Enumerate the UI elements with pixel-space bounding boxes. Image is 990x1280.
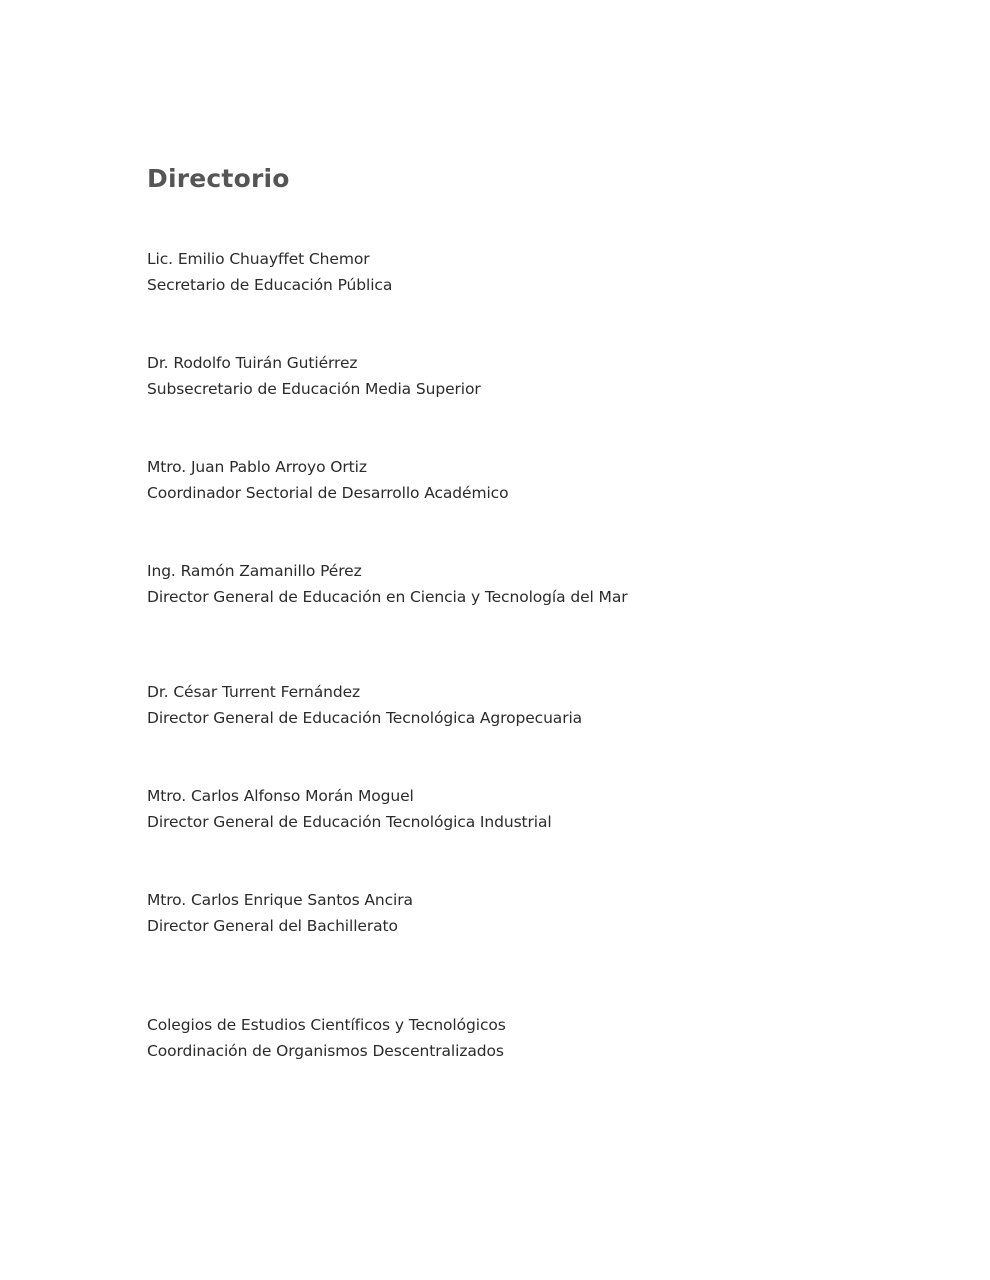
entry-name: Ing. Ramón Zamanillo Pérez	[147, 562, 362, 580]
directory-entry	[147, 887, 413, 939]
entry-name: Colegios de Estudios Científicos y Tecnológicos	[147, 1016, 506, 1034]
entry-name: Lic. Emilio Chuayffet Chemor	[147, 250, 370, 268]
directory-entry	[147, 558, 628, 610]
entry-position: Subsecretario de Educación Media Superior	[147, 380, 481, 398]
entry-position: Coordinador Sectorial de Desarrollo Académico	[147, 484, 509, 502]
entry-position: Director General de Educación Tecnológica Agropecuaria	[147, 709, 583, 727]
directory-entry	[147, 454, 508, 506]
entry-position: Director General de Educación en Ciencia y Tecnología del Mar	[147, 588, 628, 606]
entry-name: Mtro. Carlos Alfonso Morán Moguel	[147, 787, 414, 805]
directory-entry	[147, 679, 582, 731]
entry-name: Dr. César Turrent Fernández	[147, 683, 361, 701]
directory-entry	[147, 246, 392, 298]
directory-entry	[147, 783, 552, 835]
page-title: Directorio	[147, 164, 290, 193]
entry-position: Director General de Educación Tecnológica Industrial	[147, 813, 552, 831]
entry-position: Coordinación de Organismos Descentralizados	[147, 1042, 504, 1060]
entry-position: Secretario de Educación Pública	[147, 276, 393, 294]
directory-entry	[147, 350, 481, 402]
entry-name: Dr. Rodolfo Tuirán Gutiérrez	[147, 354, 358, 372]
directory-entry	[147, 1012, 506, 1064]
entry-position: Director General del Bachillerato	[147, 917, 398, 935]
entry-name: Mtro. Carlos Enrique Santos Ancira	[147, 891, 413, 909]
entry-name: Mtro. Juan Pablo Arroyo Ortiz	[147, 458, 367, 476]
